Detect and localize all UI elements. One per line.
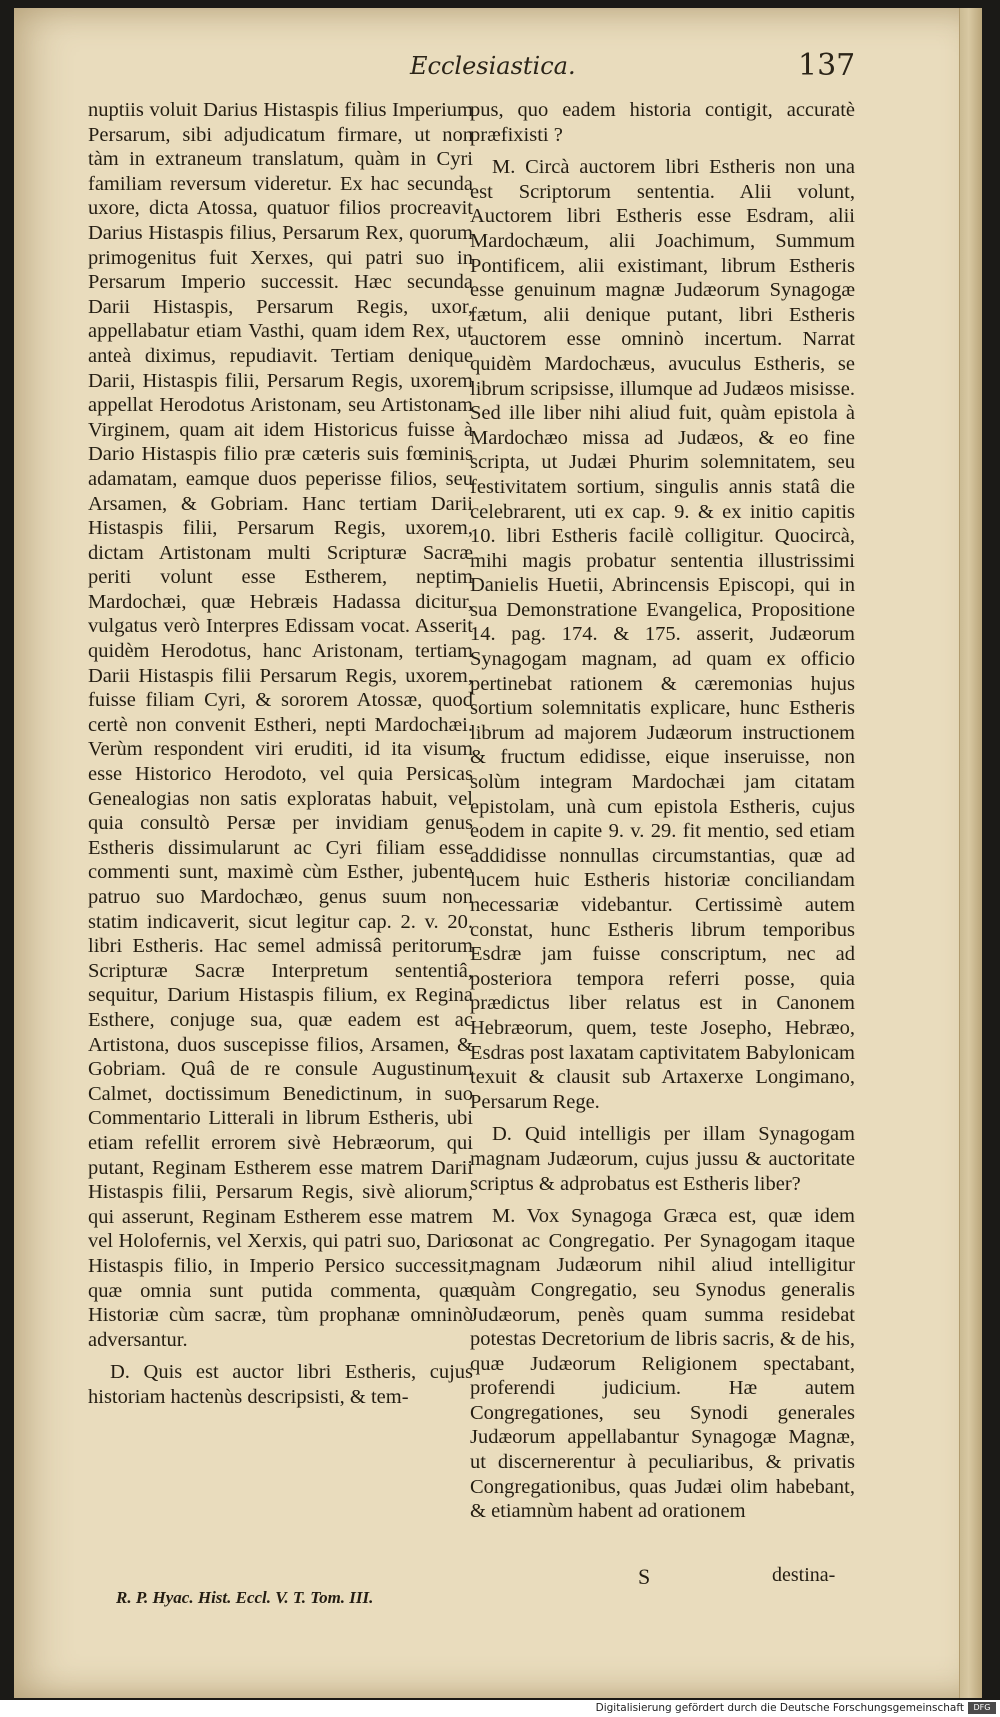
signature-line: R. P. Hyac. Hist. Eccl. V. T. Tom. III.	[116, 1588, 374, 1607]
digitization-credit: Digitalisierung gefördert durch die Deutsche Forschungsgemeinschaft	[595, 1702, 964, 1714]
right-paragraph-4: M. Vox Synagoga Græca est, quæ idem sonat ac Congregatio. Per Synagogam itaque magnam Judæorum nihil aliud intelligitur quàm Congregatio, seu Synodus generalis Judæorum, penès quam summa residebat potestas Decretorium de libris sacris, & de his, quæ Judæorum Religionem spectabant, proferendi judicium. Hæ autem Congregationes, seu Synodi generales Judæorum appellabantur Synagogæ Magnæ, ut discernerentur à peculiaribus, & privatis Congregationibus, quas Judæi olim habebant, & etiamnùm habent ad orationem	[470, 1205, 855, 1523]
right-paragraph-1: pus, quo eadem historia contigit, accuratè præfixisti ?	[470, 99, 855, 146]
page-edge	[959, 8, 982, 1698]
left-paragraph-2: D. Quis est auctor libri Estheris, cujus historiam hactenùs descripsisti, & tem-	[88, 1361, 473, 1408]
page-number: 137	[798, 48, 856, 83]
signature-mark: S	[638, 1564, 651, 1589]
right-column	[470, 98, 855, 1532]
left-column	[88, 98, 473, 1417]
running-title: Ecclesiastica.	[410, 52, 576, 80]
left-paragraph-1: nuptiis voluit Darius Histaspis filius Imperium Persarum, sibi adjudicatum firmare, ut non tàm in extraneum translatum, quàm in Cyri familiam reversum videretur. Ex hac secunda uxore, dicta Atossa, quatuor filios procreavit Darius Histaspis filius, Persarum Rex, quorum primogenitus fuit Xerxes, qui patri suo in Persarum Imperio successit. Hæc secunda Darii Histaspis, Persarum Regis, uxor, appellabatur etiam Vasthi, quam idem Rex, ut anteà diximus, repudiavit. Tertiam denique Darii, Histaspis filii, Persarum Regis, uxorem appellat Herodotus Aristonam, seu Artistonam Virginem, quam ait idem Historicus fuisse à Dario Histaspis filio præ cæteris suis fœminis adamatam, eamque duos peperisse filios, seu Arsamen, & Gobriam. Hanc tertiam Darii Histaspis filii, Persarum Regis, uxorem, dictam Artistonam multi Scripturæ Sacræ periti volunt esse Estherem, neptim Mardochæi, quæ Hebræis Hadassa dicitur, vulgatus verò Interpres Edissam vocat. Asserit quidèm Herodotus, hanc Aristonam, tertiam Darii Histaspis filii Persarum Regis, uxorem, fuisse filiam Cyri, & sororem Atossæ, quod certè non convenit Estheri, nepti Mardochæi. Verùm respondent viri eruditi, id ita visum esse Historico Herodoto, vel quia Persicas Genealogias non satis exploratas habuit, vel quia consultò Persæ per invidiam genus Estheris dissimularunt ac Cyri filiam esse commenti sunt, maximè cùm Esther, jubente patruo suo Mardochæo, genus suum non statim indicaverit, sicut legitur cap. 2. v. 20. libri Estheris. Hac semel admissâ peritorum Scripturæ Sacræ Interpretum sententiâ, sequitur, Darium Histaspis filium, ex Regina Esthere, conjuge sua, quæ eadem est ac Artistona, duos suscepisse filios, Arsamen, & Gobriam. Quâ de re consule Augustinum Calmet, doctissimum Benedictinum, in suo Commentario Litterali in librum Estheris, ubi etiam refellit errorem sivè Hebræorum, qui putant, Reginam Estherem esse matrem Darii Histaspis filii, Persarum Regis, sivè aliorum, qui asserunt, Reginam Estherem esse matrem vel Holofernis, vel Xerxis, qui patri suo, Dario Histaspis filio, in Imperio Persico successit, quæ omnia sunt putida commenta, quæ Historiæ cùm sacræ, tùm prophanæ omninò adversantur.	[88, 99, 473, 1351]
dfg-logo: DFG	[968, 1702, 996, 1714]
right-paragraph-3: D. Quid intelligis per illam Synagogam magnam Judæorum, cujus jussu & auctoritate scriptus & adprobatus est Estheris liber?	[470, 1123, 855, 1195]
catchword: destina-	[772, 1564, 836, 1586]
right-paragraph-2: M. Circà auctorem libri Estheris non una est Scriptorum sententia. Alii volunt, Auctorem libri Estheris esse Esdram, alii Mardochæum, alii Joachimum, Summum Pontificem, alii existimant, librum Estheris esse genuinum magnæ Judæorum Synagogæ fætum, alii denique putant, libri Estheris auctorem esse omninò incertum. Narrat quidèm Mardochæus, avuculus Estheris, se librum scripsisse, illumque ad Judæos misisse. Sed ille liber nihi aliud fuit, quàm epistola à Mardochæo missa ad Judæos, & eo fine scripta, ut Judæi Phurim solemnitatem, seu festivitatem sortium, singulis annis statâ die celebrarent, uti ex cap. 9. & ex initio capitis 10. libri Estheris facilè colligitur. Quocircà, mihi magis probatur sententia illustrissimi Danielis Huetii, Abrincensis Episcopi, qui in sua Demonstratione Evangelica, Propositione 14. pag. 174. & 175. asserit, Judæorum Synagogam magnam, ad quam ex officio pertinebat rationem & cæremonias hujus sortium solemnitatis explicare, hunc Estheris librum ad majorem Judæorum instructionem & fructum edidisse, eique inseruisse, non solùm integram Mardochæi jam citatam epistolam, unà cum epistola Estheris, cujus eodem in capite 9. v. 29. fit mentio, sed etiam addidisse nonnullas circumstantias, quæ ad lucem huic Estheris historiæ conciliandam necessariæ videbantur. Certissimè autem constat, hunc Estheris librum temporibus Esdræ jam fuisse conscriptum, nec ad posteriora tempora referri posse, quia prædictus liber relatus est in Canonem Hebræorum, quem, teste Josepho, Hebræo, Esdras post laxatam captivitatem Babylonicam texuit & clausit sub Artaxerxe Longimano, Persarum Rege.	[470, 156, 855, 1113]
